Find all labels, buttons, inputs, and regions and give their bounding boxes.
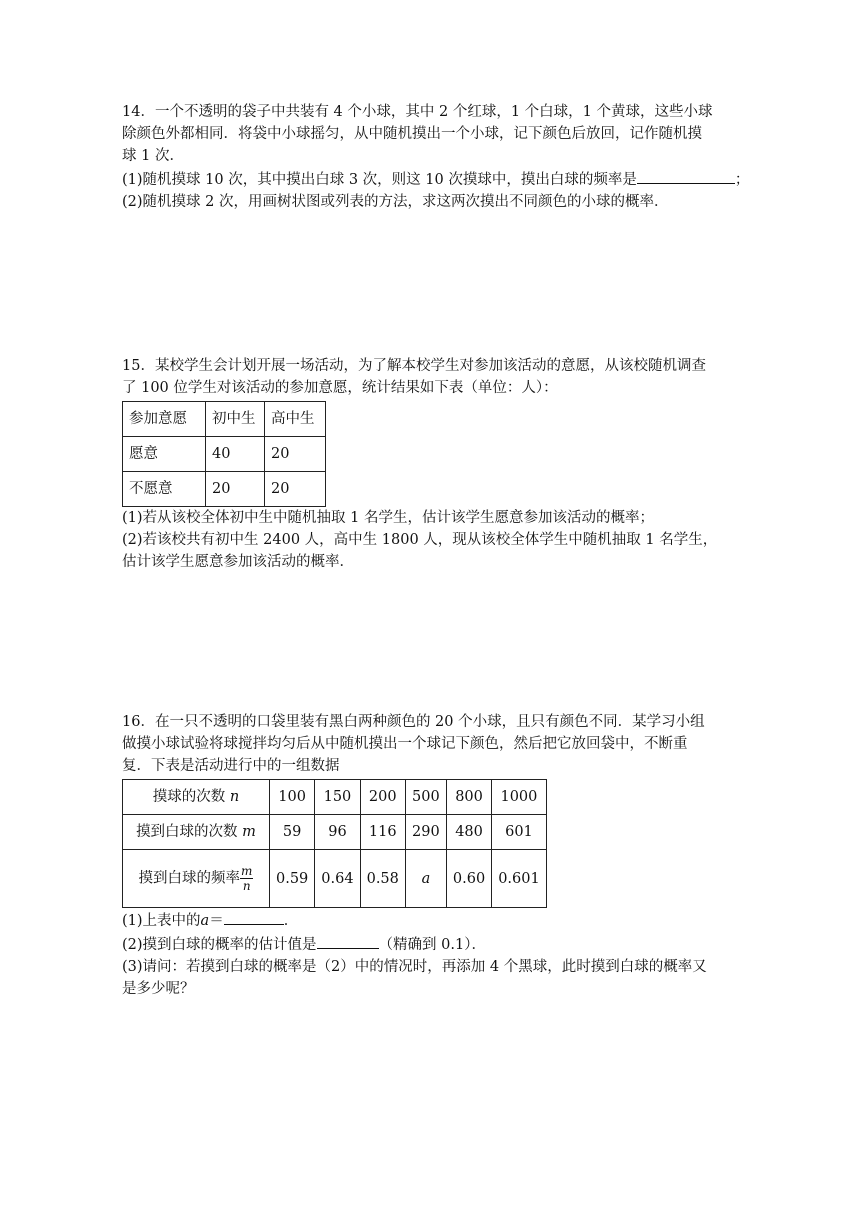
q16-answer-blank-a[interactable] <box>224 908 284 925</box>
q14-stem-line-2: 除颜色外都相同．将袋中小球摇匀，从中随机摸出一个小球，记下颜色后放回，记作随机摸 <box>122 126 702 142</box>
table-cell: 290 <box>405 815 446 850</box>
q15-table <box>122 401 326 507</box>
q16-part-3-line-2: 是多少呢？ <box>122 981 195 997</box>
q16-stem-line-1: 16．在一只不透明的口袋里装有黑白两种颜色的 20 个小球，且只有颜色不同．某学习小组 <box>122 714 705 730</box>
table-row-header: 摸到白球的频率 $\frac{m}{n}$ <box>123 850 270 908</box>
question-15 <box>122 355 742 573</box>
q16-part-2: (2)摸到白球的概率的估计值是 （精确到 0.1）． <box>122 932 742 956</box>
table-cell: 800 <box>446 780 491 815</box>
table-cell: 参加意愿 <box>123 402 206 437</box>
table-cell: 愿意 <box>123 437 206 472</box>
question-16 <box>122 711 742 1000</box>
table-cell: 96 <box>315 815 360 850</box>
table-cell: 0.58 <box>360 850 405 908</box>
q15-stem-line-1: 15．某校学生会计划开展一场活动，为了解本校学生对参加该活动的意愿，从该校随机调查 <box>122 358 706 374</box>
table-cell: a <box>405 850 446 908</box>
table-cell: 601 <box>492 815 547 850</box>
q15-part-1: (1)若从该校全体初中生中随机抽取 1 名学生，估计该学生愿意参加该活动的概率； <box>122 510 654 526</box>
table-row-header: 摸到白球的次数 m <box>123 815 270 850</box>
table-cell: 不愿意 <box>123 472 206 507</box>
table-cell: 500 <box>405 780 446 815</box>
table-cell: 20 <box>206 472 265 507</box>
table-cell: 20 <box>265 472 326 507</box>
table-cell: 116 <box>360 815 405 850</box>
q14-part-1-text: (1)随机摸球 10 次，其中摸出白球 3 次，则这 10 次摸球中，摸出白球的频率是 <box>122 172 637 188</box>
table-cell: 20 <box>265 437 326 472</box>
table-row <box>123 437 326 472</box>
table-cell: 0.601 <box>492 850 547 908</box>
table-cell: 1000 <box>492 780 547 815</box>
q16-part-3-line-1: (3)请问：若摸到白球的概率是（2）中的情况时，再添加 4 个黑球，此时摸到白球的概率又 <box>122 959 707 975</box>
q16-table <box>122 779 547 908</box>
q16-part-1: (1)上表中的a＝ ． <box>122 908 742 932</box>
q14-part-2: (2)随机摸球 2 次，用画树状图或列表的方法，求这两次摸出不同颜色的小球的概率． <box>122 194 669 210</box>
question-14 <box>122 101 750 213</box>
q16-stem-line-2: 做摸小球试验将球搅拌均匀后从中随机摸出一个球记下颜色，然后把它放回袋中，不断重 <box>122 736 688 752</box>
table-cell: 初中生 <box>206 402 265 437</box>
table-cell: 150 <box>315 780 360 815</box>
table-row <box>123 850 547 908</box>
q15-stem-line-2: 了 100 位学生对该活动的参加意愿，统计结果如下表（单位：人）： <box>122 380 558 396</box>
q14-answer-blank[interactable] <box>637 167 735 184</box>
table-cell: 0.64 <box>315 850 360 908</box>
table-cell: 100 <box>270 780 315 815</box>
table-cell: 200 <box>360 780 405 815</box>
q16-answer-blank-probability[interactable] <box>317 932 379 949</box>
q16-stem-line-3: 复．下表是活动进行中的一组数据 <box>122 758 340 774</box>
table-row <box>123 402 326 437</box>
q14-part-1-end: ； <box>734 172 750 188</box>
table-cell: 0.59 <box>270 850 315 908</box>
table-cell: 40 <box>206 437 265 472</box>
q15-part-2-line-1: (2)若该校共有初中生 2400 人，高中生 1800 人，现从该校全体学生中随机抽取 1 名学生， <box>122 532 718 548</box>
table-cell: 480 <box>446 815 491 850</box>
table-cell: 高中生 <box>265 402 326 437</box>
table-row-header: 摸球的次数 n <box>123 780 270 815</box>
table-row <box>123 472 326 507</box>
q14-stem-line-1: 14．一个不透明的袋子中共装有 4 个小球，其中 2 个红球，1 个白球，1 个黄球，这些小球 <box>122 104 713 120</box>
table-row <box>123 815 547 850</box>
q14-stem-line-3: 球 1 次． <box>122 148 184 164</box>
table-cell: 59 <box>270 815 315 850</box>
fraction-m-over-n: $\frac{m}{n}$ <box>241 864 253 893</box>
q14-part-1 <box>122 167 750 191</box>
q15-part-2-line-2: 估计该学生愿意参加该活动的概率． <box>122 554 354 570</box>
table-row <box>123 780 547 815</box>
table-cell: 0.60 <box>446 850 491 908</box>
